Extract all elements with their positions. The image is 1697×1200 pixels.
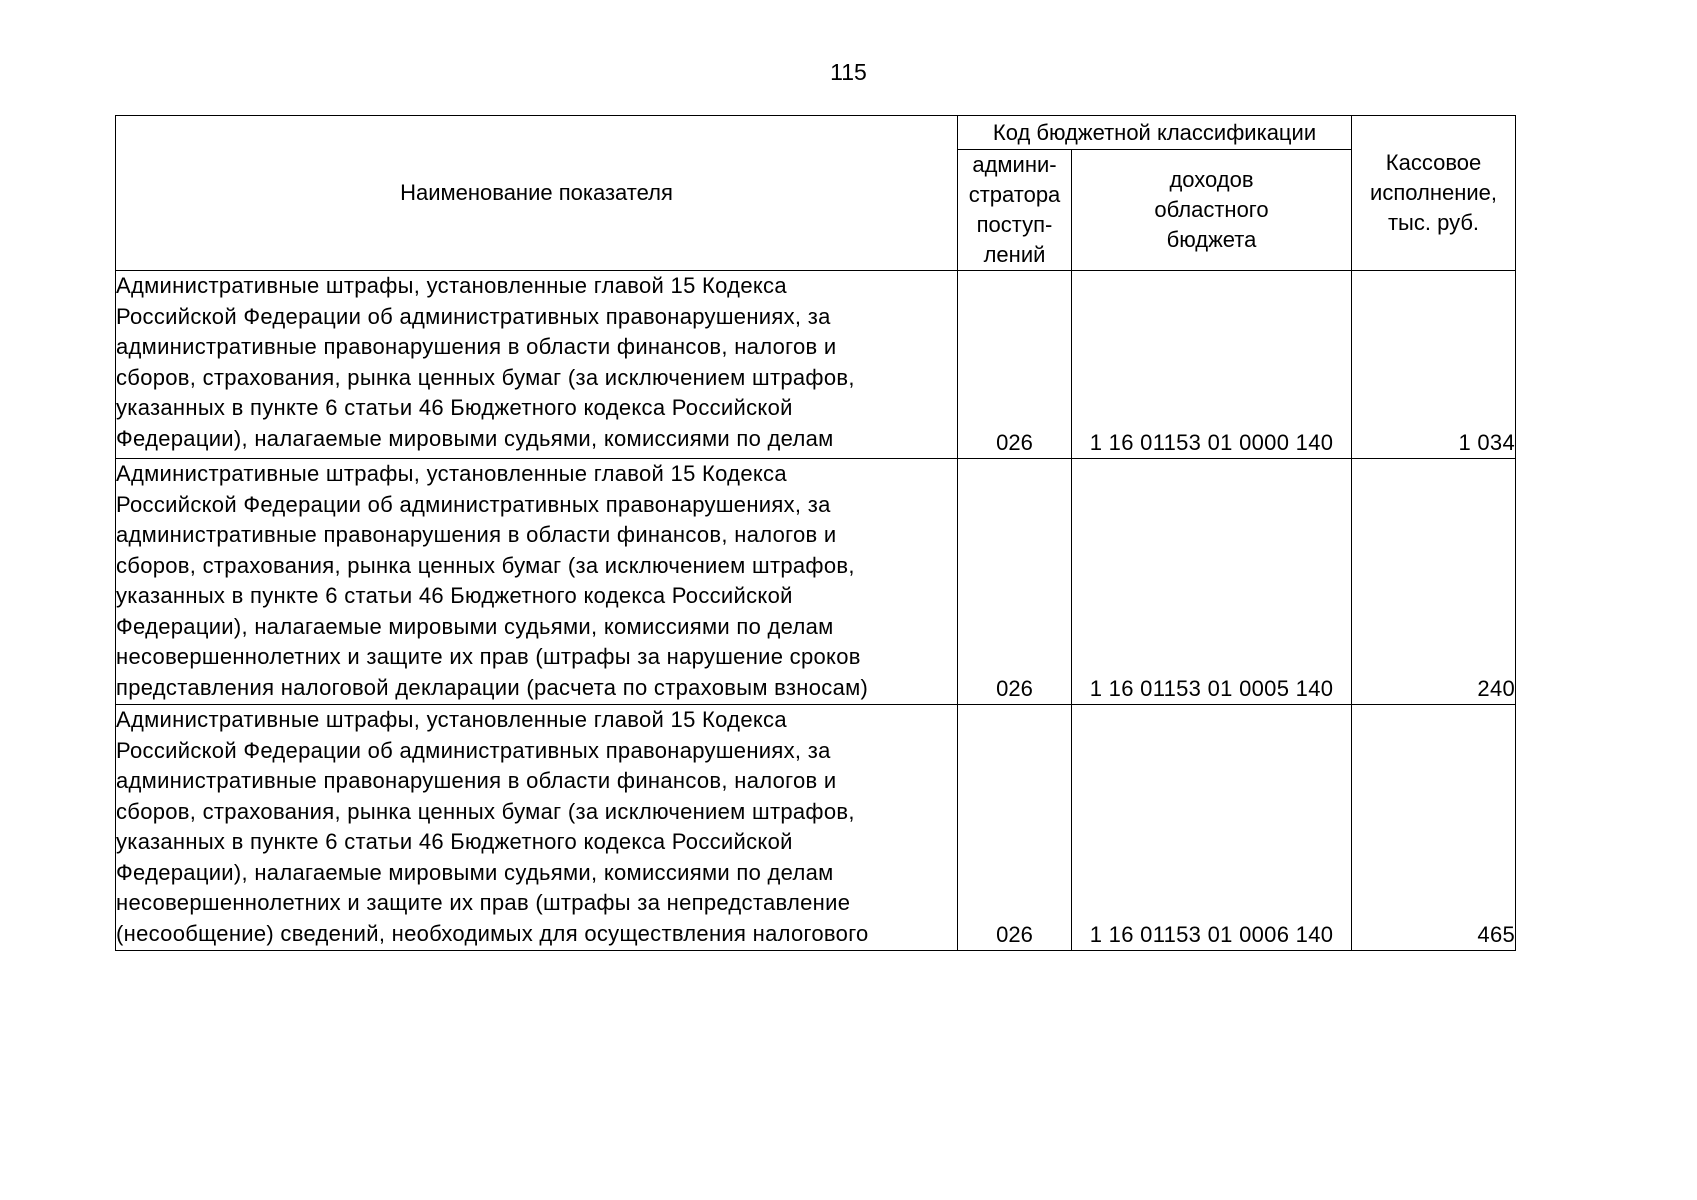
indicator-name-cell [116, 271, 958, 459]
header-classification-code: Код бюджетной классификации [958, 116, 1352, 150]
header-admin-line: лений [983, 242, 1046, 267]
administrator-code-cell: 026 [958, 705, 1072, 951]
table-row [116, 271, 1516, 459]
indicator-name-line: сборов, страхования, рынка ценных бумаг (за исключением штрафов, [116, 364, 855, 390]
header-amount-line: исполнение, [1370, 180, 1497, 205]
header-admin-line: стратора [968, 182, 1061, 207]
header-cash-execution [1352, 116, 1516, 271]
indicator-name-line: несовершеннолетних и защите их прав (штрафы за непредставление [116, 890, 851, 915]
income-code-cell: 1 16 01153 01 0006 140 [1072, 705, 1352, 951]
indicator-name-line: представления налоговой декларации (расчета по страховым взносам) [116, 674, 869, 700]
header-indicator-name: Наименование показателя [116, 116, 958, 271]
indicator-name-line: административные правонарушения в области финансов, налогов и [116, 768, 837, 793]
header-amount-line: Кассовое [1385, 150, 1482, 175]
indicator-name-line: административные правонарушения в области финансов, налогов и [116, 334, 837, 359]
header-regional-budget-income [1072, 150, 1352, 271]
budget-classification-table [115, 115, 1516, 951]
indicator-name-line: Административные штрафы, установленные главой 15 Кодекса [116, 461, 787, 486]
indicator-name-line: Российской Федерации об административных правонарушениях, за [116, 491, 831, 517]
header-admin-line: поступ- [976, 212, 1053, 237]
indicator-name-line: административные правонарушения в области финансов, налогов и [116, 522, 837, 547]
indicator-name-cell [116, 705, 958, 951]
indicator-name-line: сборов, страхования, рынка ценных бумаг (за исключением штрафов, [116, 798, 855, 824]
indicator-name-line: Федерации), налагаемые мировыми судьями, комиссиями по делам [116, 425, 834, 451]
header-amount-line: тыс. руб. [1387, 210, 1480, 235]
cash-execution-cell: 465 [1352, 705, 1516, 951]
indicator-name-line: Административные штрафы, установленные главой 15 Кодекса [116, 273, 787, 298]
indicator-name-line: Административные штрафы, установленные главой 15 Кодекса [116, 707, 787, 732]
income-code-cell: 1 16 01153 01 0000 140 [1072, 271, 1352, 459]
indicator-name-line: (несообщение) сведений, необходимых для осуществления налогового [116, 920, 869, 946]
indicator-name-line: указанных в пункте 6 статьи 46 Бюджетного кодекса Российской [116, 829, 793, 854]
indicator-name-line: указанных в пункте 6 статьи 46 Бюджетного кодекса Российской [116, 583, 793, 608]
header-admin-line: админи- [972, 152, 1057, 177]
header-income-line: областного [1154, 197, 1269, 222]
cash-execution-cell: 1 034 [1352, 271, 1516, 459]
header-income-line: бюджета [1166, 227, 1257, 252]
indicator-name-line: Федерации), налагаемые мировыми судьями, комиссиями по делам [116, 859, 834, 885]
administrator-code-cell: 026 [958, 271, 1072, 459]
indicator-name-line: Российской Федерации об административных правонарушениях, за [116, 737, 831, 763]
indicator-name-line: Федерации), налагаемые мировыми судьями, комиссиями по делам [116, 613, 834, 639]
table-row [116, 705, 1516, 951]
administrator-code-cell: 026 [958, 459, 1072, 705]
indicator-name-line: несовершеннолетних и защите их прав (штрафы за нарушение сроков [116, 644, 861, 669]
income-code-cell: 1 16 01153 01 0005 140 [1072, 459, 1352, 705]
header-income-line: доходов [1169, 167, 1254, 192]
page-number: 115 [830, 59, 867, 85]
cash-execution-cell: 240 [1352, 459, 1516, 705]
indicator-name-line: Российской Федерации об административных правонарушениях, за [116, 303, 831, 329]
indicator-name-line: указанных в пункте 6 статьи 46 Бюджетного кодекса Российской [116, 395, 793, 420]
header-revenue-administrator [958, 150, 1072, 271]
indicator-name-cell [116, 459, 958, 705]
indicator-name-line: сборов, страхования, рынка ценных бумаг (за исключением штрафов, [116, 552, 855, 578]
table-row [116, 459, 1516, 705]
